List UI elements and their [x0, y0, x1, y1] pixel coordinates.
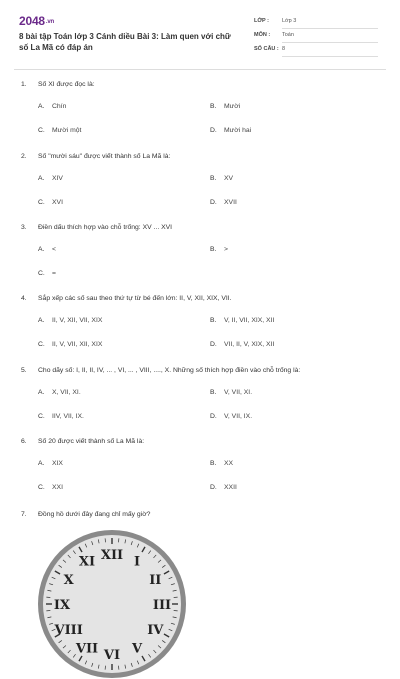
option-text: XIV [52, 175, 63, 182]
option-label: B. [210, 460, 224, 467]
answer-option[interactable] [210, 460, 233, 467]
answer-option[interactable] [38, 460, 63, 467]
option-label: B. [210, 175, 224, 182]
answer-option[interactable] [210, 389, 252, 396]
question-prompt: Sắp xếp các số sau theo thứ tự từ bé đến lớn: II, V, XII, XIX, VII. [38, 295, 232, 302]
option-label: D. [210, 341, 224, 348]
header [0, 0, 400, 70]
clock-numeral: VI [103, 648, 120, 663]
option-text: Chín [52, 103, 66, 110]
question-prompt: Số "mười sáu" được viết thành số La Mã là: [38, 153, 170, 160]
page-title: 8 bài tập Toán lớp 3 Cánh diều Bài 3: Làm quen với chữ số La Mã có đáp án [19, 31, 239, 53]
option-label: C. [38, 413, 52, 420]
roman-clock-image [37, 529, 187, 679]
option-text: = [52, 270, 56, 277]
option-text: Mười một [52, 127, 81, 134]
answer-option[interactable] [38, 389, 81, 396]
question-text [21, 367, 300, 374]
option-text: V, II, VII, XIX, XII [224, 317, 274, 324]
answer-option[interactable] [210, 413, 252, 420]
clock-numeral: IX [54, 598, 71, 613]
answer-option[interactable] [210, 484, 237, 491]
clock-numeral: III [153, 598, 171, 613]
question-text [21, 153, 170, 160]
option-label: B. [210, 103, 224, 110]
option-text: II, V, VII, XII, XIX [52, 341, 102, 348]
question-text [21, 81, 95, 88]
answer-option[interactable] [38, 127, 81, 134]
question-prompt: Số 20 được viết thành số La Mã là: [38, 438, 144, 445]
question-number: 7. [21, 511, 38, 518]
option-text: V, VII, XI. [224, 389, 252, 396]
question-text [21, 511, 150, 518]
answer-option[interactable] [38, 413, 84, 420]
answer-option[interactable] [38, 484, 63, 491]
question-number: 3. [21, 224, 38, 231]
site-logo[interactable]: 2048.vn [19, 14, 54, 28]
answer-option[interactable] [210, 175, 233, 182]
meta-subject: MÔN : Toán [254, 32, 294, 38]
clock-numeral: IV [147, 623, 164, 638]
question-text [21, 224, 172, 231]
option-text: Mười [224, 103, 240, 110]
clock-numeral: X [64, 573, 75, 588]
option-label: D. [210, 484, 224, 491]
option-text: V, VII, IX. [224, 413, 252, 420]
option-label: B. [210, 317, 224, 324]
option-label: A. [38, 460, 52, 467]
clock-numeral: XII [101, 548, 123, 563]
question-prompt: Điền dấu thích hợp vào chỗ trống: XV ... XVI [38, 224, 172, 231]
option-text: VII, II, V, XIX, XII [224, 341, 274, 348]
question-prompt: Đồng hồ dưới đây đang chỉ mấy giờ? [38, 511, 150, 518]
question-text [21, 295, 232, 302]
question-number: 5. [21, 367, 38, 374]
option-text: XVI [52, 199, 63, 206]
answer-option[interactable] [210, 341, 274, 348]
question-number: 4. [21, 295, 38, 302]
question-prompt: Cho dãy số: I, II, II, IV, ... , VI, ... , VIII, ...., X. Những số thích hợp điền vào chỗ trống là: [38, 367, 300, 374]
option-text: XV [224, 175, 233, 182]
option-label: C. [38, 127, 52, 134]
option-label: A. [38, 175, 52, 182]
answer-option[interactable] [38, 103, 66, 110]
meta-grade: LỚP : Lớp 3 [254, 18, 296, 24]
option-text: XXI [52, 484, 63, 491]
option-label: D. [210, 127, 224, 134]
clock-numeral: I [134, 555, 140, 570]
option-label: A. [38, 389, 52, 396]
option-label: C. [38, 199, 52, 206]
option-label: B. [210, 246, 224, 253]
option-text: XX [224, 460, 233, 467]
option-text: XVII [224, 199, 237, 206]
question-number: 6. [21, 438, 38, 445]
option-text: IIV, VII, IX. [52, 413, 84, 420]
option-label: D. [210, 199, 224, 206]
option-text: X, VII, XI. [52, 389, 81, 396]
meta-question-count: SỐ CÂU : 8 [254, 46, 285, 52]
option-text: < [52, 246, 56, 253]
clock-numeral: VII [75, 641, 98, 656]
answer-option[interactable] [210, 246, 228, 253]
answer-option[interactable] [210, 199, 237, 206]
option-text: > [224, 246, 228, 253]
header-divider [14, 69, 386, 70]
clock-numeral: VIII [54, 623, 83, 638]
answer-option[interactable] [38, 246, 56, 253]
option-label: C. [38, 341, 52, 348]
option-text: XIX [52, 460, 63, 467]
option-label: C. [38, 484, 52, 491]
option-text: Mười hai [224, 127, 251, 134]
answer-option[interactable] [210, 317, 274, 324]
question-number: 2. [21, 153, 38, 160]
question-number: 1. [21, 81, 38, 88]
answer-option[interactable] [38, 270, 56, 277]
option-label: A. [38, 103, 52, 110]
clock-numeral: XI [79, 555, 95, 570]
answer-option[interactable] [38, 341, 102, 348]
answer-option[interactable] [210, 103, 240, 110]
answer-option[interactable] [38, 199, 63, 206]
option-text: II, V, XII, VII, XIX [52, 317, 102, 324]
option-label: C. [38, 270, 52, 277]
option-label: A. [38, 246, 52, 253]
question-text [21, 438, 144, 445]
option-label: B. [210, 389, 224, 396]
option-label: A. [38, 317, 52, 324]
option-label: D. [210, 413, 224, 420]
question-prompt: Số XI được đọc là: [38, 81, 95, 88]
clock-numeral: II [149, 573, 161, 588]
option-text: XXII [224, 484, 237, 491]
answer-option[interactable] [210, 127, 251, 134]
answer-option[interactable] [38, 175, 63, 182]
clock-numeral: V [131, 641, 143, 656]
answer-option[interactable] [38, 317, 102, 324]
